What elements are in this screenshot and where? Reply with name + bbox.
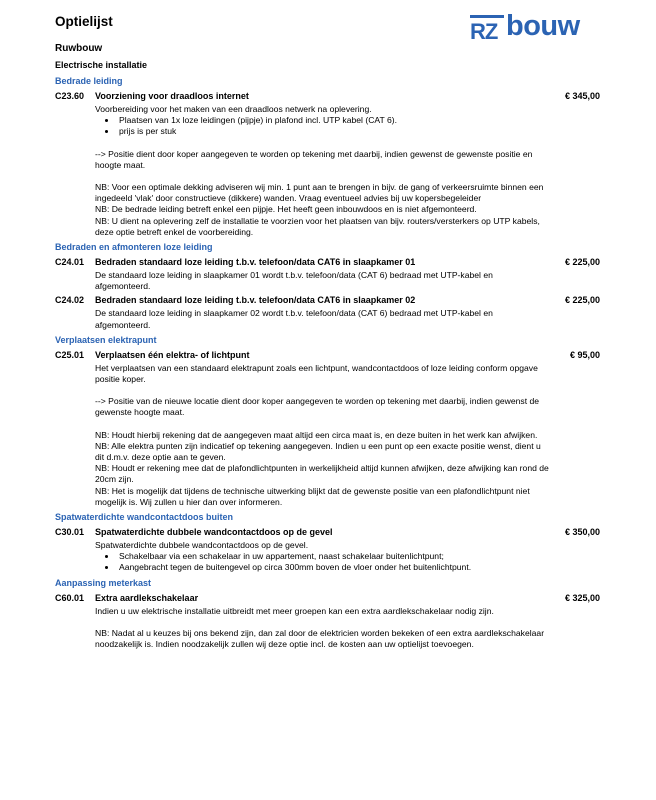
option-bullet: • Aangebracht tegen de buitengevel op circa 300mm boven de vloer onder het buitenlichtpunt. <box>117 562 550 573</box>
option-code: C24.02 <box>55 295 85 306</box>
section-heading: Aanpassing meterkast <box>55 577 152 588</box>
logo-mark-text: RZ <box>470 19 498 41</box>
option-item-header <box>55 90 600 103</box>
page-title: Optielijst <box>55 14 113 29</box>
logo-mark-icon <box>470 15 504 41</box>
option-list <box>55 40 600 650</box>
option-code: C24.01 <box>55 257 85 268</box>
option-name: Bedraden standaard loze leiding t.b.v. telefoon/data CAT6 in slaapkamer 02 <box>95 295 416 306</box>
option-code: C25.01 <box>55 349 85 360</box>
option-intro: Indien u uw elektrische installatie uitbreidt met meer groepen kan een extra aardlekschakelaar nodig zijn. <box>95 605 494 616</box>
option-price: € 345,00 <box>564 91 600 101</box>
spacer <box>95 138 550 149</box>
option-note: NB: Houdt er rekening mee dat de plafondlichtpunten in werkelijkheid altijd kunnen afwijken, deze afwijking kan rond de 20cm zijn. <box>95 463 549 485</box>
sections-container <box>55 75 600 650</box>
option-item <box>55 256 600 292</box>
option-note: --> Positie dient door koper aangegeven te worden op tekening met daarbij, indien gewenst de gewenste positie en hoogte maat. <box>95 148 533 170</box>
option-note: NB: Houdt hierbij rekening dat de aangegeven maat altijd een circa maat is, en deze buiten in het werk kan afwijken. <box>95 429 538 440</box>
option-bullet: • Schakelbaar via een schakelaar in uw appartement, naast schakelaar buitenlichtpunt; <box>117 551 550 562</box>
option-note: NB: De bedrade leiding betreft enkel een pijpje. Het heeft geen inbouwdoos en is niet afgemonteerd. <box>95 204 477 215</box>
option-description <box>95 104 550 238</box>
option-note: --> Positie van de nieuwe locatie dient door koper aangegeven te worden op tekening met daarbij, indien gewenst de gewenste hoogte maat. <box>95 396 540 418</box>
option-description <box>95 308 550 330</box>
option-intro: De standaard loze leiding in slaapkamer 01 wordt t.b.v. telefoon/data (CAT 6) bedraad met UTP-kabel en afgemonteerd. <box>95 270 493 292</box>
option-price: € 350,00 <box>564 527 600 538</box>
spacer <box>95 419 550 430</box>
option-price: € 225,00 <box>564 295 600 306</box>
option-code: C30.01 <box>55 527 85 538</box>
option-section <box>55 577 600 651</box>
option-bullet-list <box>95 115 550 137</box>
option-price: € 95,00 <box>569 349 600 360</box>
option-name: Bedraden standaard loze leiding t.b.v. telefoon/data CAT6 in slaapkamer 01 <box>95 257 416 268</box>
section-heading: Verplaatsen elektrapunt <box>55 334 157 345</box>
section-heading: Spatwaterdichte wandcontactdoos buiten <box>55 512 234 523</box>
option-bullet: • Plaatsen van 1x loze leidingen (pijpje) in plafond incl. UTP kabel (CAT 6). <box>117 115 550 126</box>
option-intro: Voorbereiding voor het maken van een draadloos netwerk na oplevering. <box>95 104 372 114</box>
option-item <box>55 592 600 651</box>
subcategory-heading: Electrische installatie <box>55 60 148 70</box>
option-price: € 325,00 <box>564 592 600 603</box>
option-price: € 225,00 <box>564 257 600 268</box>
option-item-header <box>55 294 600 307</box>
option-code: C60.01 <box>55 592 85 603</box>
option-section <box>55 241 600 331</box>
option-name: Voorziening voor draadloos internet <box>95 91 249 101</box>
option-intro: Spatwaterdichte dubbele wandcontactdoos op de gevel. <box>95 540 309 551</box>
spacer <box>95 617 550 628</box>
option-item-header <box>55 526 600 539</box>
option-description <box>95 606 550 651</box>
option-name: Extra aardlekschakelaar <box>95 592 199 603</box>
option-item-header <box>55 349 600 362</box>
option-description <box>95 270 550 292</box>
option-section <box>55 334 600 508</box>
option-note: NB: Alle elektra punten zijn indicatief op tekening aangegeven. Indien u een punt op een exacte positie wenst, dient u dit d.m.v. deze optie aan te geven. <box>95 440 541 463</box>
option-note: NB: Het is mogelijk dat tijdens de technische uitwerking blijkt dat de gewenste positie van een plafondlichtpunt niet mogelijk is. Wij zullen u hier dan over informeren. <box>95 485 530 507</box>
spacer <box>95 171 550 182</box>
section-heading: Bedraden en afmonteren loze leiding <box>55 242 213 253</box>
option-item-header <box>55 256 600 269</box>
option-item <box>55 90 600 238</box>
option-note: NB: Nadat al u keuzes bij ons bekend zijn, dan zal door de elektricien worden bekeken of een extra aardlekschakelaar noodzakelijk is. Indien noodzakelijk zullen wij deze optie incl. de kosten aan uw optielijst toevoegen. <box>95 627 545 650</box>
option-item <box>55 294 600 330</box>
option-name: Spatwaterdichte dubbele wandcontactdoos op de gevel <box>95 527 333 538</box>
option-code: C23.60 <box>55 91 85 101</box>
option-name: Verplaatsen één elektra- of lichtpunt <box>95 349 250 360</box>
option-note: NB: Voor een optimale dekking adviseren wij min. 1 punt aan te brengen in bijv. de gang of verkeersruimte binnen een ingedeeld 'vlak' door constructieve (dikkere) wanden. Vraag eventueel advies bij uw kopersbegeleider <box>95 182 544 204</box>
category-heading: Ruwbouw <box>55 43 103 54</box>
section-heading: Bedrade leiding <box>55 76 123 86</box>
option-description <box>95 363 550 508</box>
option-description <box>95 540 550 574</box>
spacer <box>95 385 550 396</box>
option-intro: Het verplaatsen van een standaard elektrapunt zoals een lichtpunt, wandcontactdoos of loze leiding conform opgave positie koper. <box>95 362 538 385</box>
option-bullet-list <box>95 551 550 573</box>
option-section <box>55 75 600 238</box>
option-note: NB: U dient na oplevering zelf de installatie te voorzien voor het plaatsen van bijv. routers/versterkers op UTP kabels, deze optie betreft enkel de voorbereiding. <box>95 215 540 237</box>
option-item-header <box>55 592 600 605</box>
logo-text: bouw <box>506 10 580 42</box>
option-intro: De standaard loze leiding in slaapkamer 02 wordt t.b.v. telefoon/data (CAT 6) bedraad met UTP-kabel en afgemonteerd. <box>95 308 493 330</box>
option-item <box>55 349 600 508</box>
option-section <box>55 511 600 574</box>
option-item <box>55 526 600 574</box>
option-bullet: • prijs is per stuk <box>117 126 550 137</box>
